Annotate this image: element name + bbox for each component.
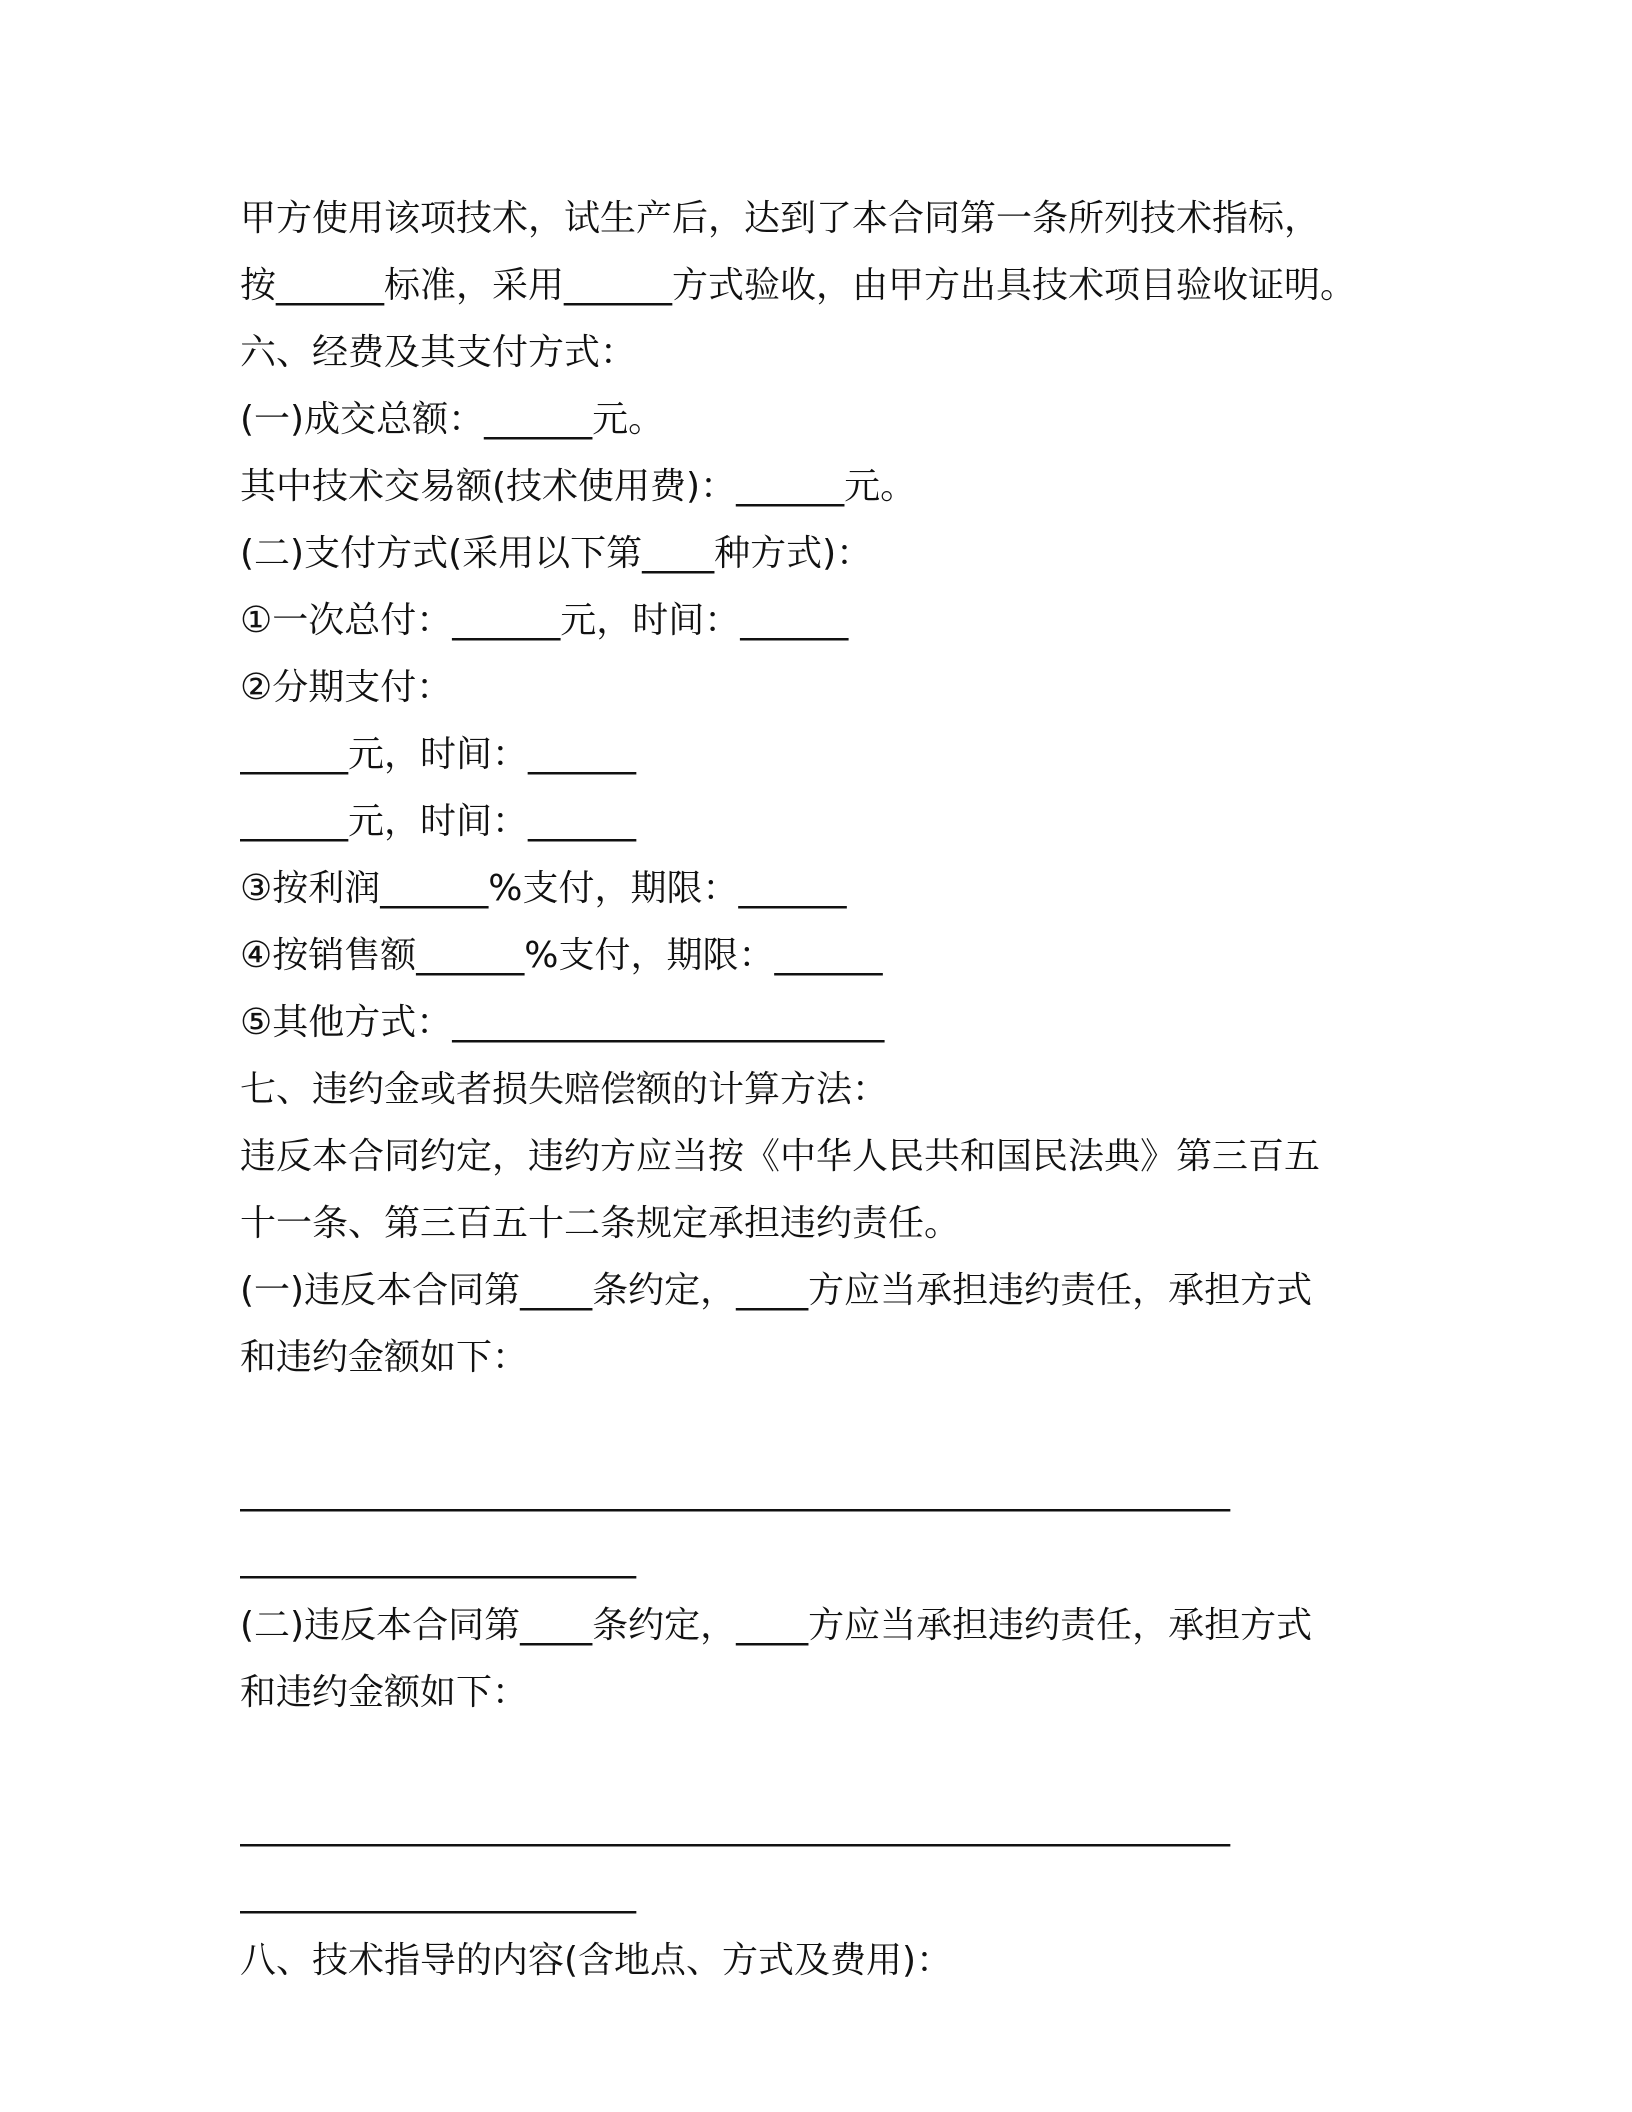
text-line: (二)支付方式(采用以下第____种方式)： (240, 533, 873, 574)
text-line: (一)成交总额：______元。 (240, 399, 665, 440)
text-line: 十一条、第三百五十二条规定承担违约责任。 (240, 1203, 961, 1244)
text-line: (一)违反本合同第____条约定，____方应当承担违约责任，承担方式 (240, 1270, 1313, 1311)
text-line: ⑤其他方式：________________________ (240, 1002, 885, 1043)
text-line: 其中技术交易额(技术使用费)：______元。 (240, 466, 917, 507)
fill-in-rule: ______________________ (240, 1873, 636, 1914)
text-line: ______元，时间：______ (240, 801, 637, 842)
text-line: ______元，时间：______ (240, 734, 637, 775)
fill-in-rule: ______________________ (240, 1538, 636, 1579)
text-line: 甲方使用该项技术，试生产后，达到了本合同第一条所列技术指标， (240, 198, 1321, 239)
document-body (240, 185, 1440, 1994)
fill-in-rule: _______________________________________________________ (240, 1471, 1230, 1512)
text-line: ③按利润______%支付，期限：______ (240, 868, 847, 909)
blank-line (240, 1726, 1440, 1793)
text-line: ②分期支付： (240, 667, 453, 708)
section-heading: 六、经费及其支付方式： (240, 332, 637, 373)
section-heading: 七、违约金或者损失赔偿额的计算方法： (240, 1069, 889, 1110)
text-line: ①一次总付：______元，时间：______ (240, 600, 849, 641)
text-line: 和违约金额如下： (240, 1672, 529, 1713)
section-heading: 八、技术指导的内容(含地点、方式及费用)： (240, 1940, 953, 1981)
text-line: (二)违反本合同第____条约定，____方应当承担违约责任，承担方式 (240, 1605, 1313, 1646)
text-line: 按______标准，采用______方式验收，由甲方出具技术项目验收证明。 (240, 265, 1357, 306)
text-line: 违反本合同约定，违约方应当按《中华人民共和国民法典》第三百五 (240, 1136, 1321, 1177)
blank-line (240, 1391, 1440, 1458)
fill-in-rule: _______________________________________________________ (240, 1806, 1230, 1847)
text-line: ④按销售额______%支付，期限：______ (240, 935, 883, 976)
text-line: 和违约金额如下： (240, 1337, 529, 1378)
